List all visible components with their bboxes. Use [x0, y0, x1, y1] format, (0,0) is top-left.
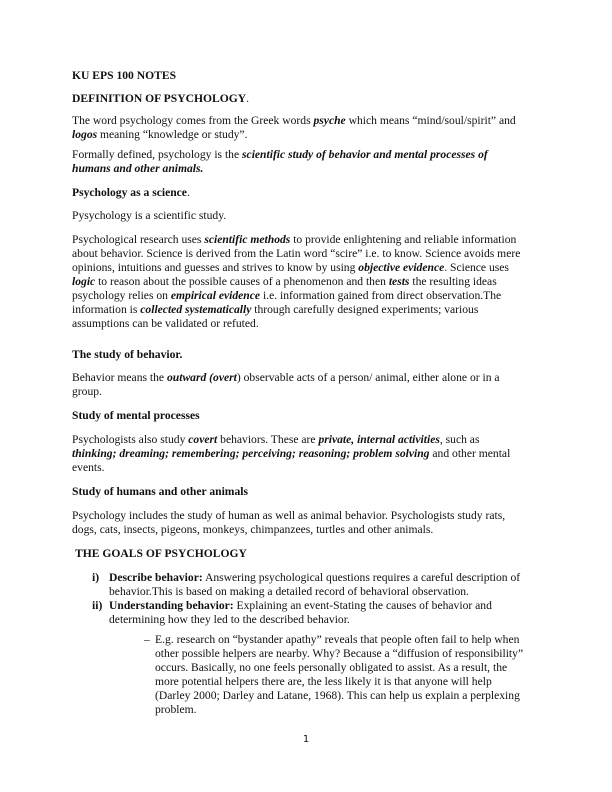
emphasis-text: collected systematically — [140, 303, 252, 316]
text: Formally defined, psychology is the — [72, 148, 243, 161]
emphasis-text: logic — [72, 275, 96, 288]
text: meaning “knowledge or study”. — [97, 128, 248, 141]
emphasis-text: scientific study of behavior and mental processes of — [242, 148, 488, 161]
emphasis-text: outward (overt — [166, 371, 237, 384]
text: dogs, cats, insects, pigeons, monkeys, chimpanzees, turtles and other animals. — [72, 523, 434, 536]
paragraph-line — [72, 261, 509, 275]
heading-line — [72, 348, 182, 362]
paragraph-line — [72, 289, 501, 303]
bold-text: KU EPS 100 NOTES — [72, 69, 177, 82]
paragraph-line — [72, 523, 433, 537]
paragraph-line — [72, 371, 500, 385]
emphasis-text: humans and other animals. — [72, 162, 204, 175]
emphasis-text: empirical evidence — [170, 289, 261, 302]
paragraph-line — [72, 247, 520, 261]
text: the resulting ideas — [409, 275, 497, 288]
paragraph-line — [72, 128, 247, 142]
paragraph-line — [72, 385, 102, 399]
paragraph-line — [72, 303, 478, 317]
list-item-line — [109, 613, 350, 627]
text: other possible helpers are nearby. Why? Because a “diffusion of responsibility” — [155, 647, 524, 660]
bold-text: Study of humans and other animals — [72, 485, 248, 498]
text: to provide enlightening and reliable information — [290, 233, 517, 246]
heading-line — [72, 92, 249, 106]
heading-line — [72, 186, 190, 200]
text: . — [246, 92, 250, 105]
bold-text: Describe behavior: — [109, 571, 203, 584]
sub-item-line — [155, 689, 520, 703]
list-marker: ii) — [92, 599, 103, 612]
list-item-line — [109, 585, 469, 599]
list-item-line — [109, 599, 492, 613]
text: i.e. information gained from direct observation.The — [260, 289, 502, 302]
text: . Science uses — [444, 261, 509, 274]
text: through carefully designed experiments; various — [251, 303, 479, 316]
bold-text: Study of mental processes — [72, 409, 200, 422]
text: opinions, intuitions and guesses and strives to know by using — [72, 261, 359, 274]
text: Answering psychological questions requires a careful description of — [202, 571, 521, 584]
emphasis-text: tests — [388, 275, 410, 288]
page-number: 1 — [302, 734, 310, 745]
paragraph-line — [72, 233, 516, 247]
text: , such as — [439, 433, 480, 446]
sub-item-line — [155, 703, 197, 717]
text: more potential helpers there are, the less likely it is that anyone will help — [155, 675, 492, 688]
text: behavior.This is based on making a detailed record of behavioral observation. — [109, 585, 469, 598]
emphasis-text: objective evidence — [358, 261, 445, 274]
text: (Darley 2000; Darley and Latane, 1968). This can help us explain a perplexing — [155, 689, 520, 702]
sub-item-line — [155, 647, 523, 661]
text: . — [186, 186, 190, 199]
emphasis-text: logos — [72, 128, 98, 141]
text: The word psychology comes from the Greek words — [72, 114, 314, 127]
text: E.g. research on “bystander apathy” reveals that people often fail to help when — [155, 633, 520, 646]
text: Psychological research uses — [72, 233, 205, 246]
text: about behavior. Science is derived from the Latin word “scire” i.e. to know. Science avoids mere — [72, 247, 521, 260]
heading-line — [72, 409, 200, 423]
emphasis-text: covert — [188, 433, 218, 446]
text: events. — [72, 461, 105, 474]
text: Psychologists also study — [72, 433, 189, 446]
text: assumptions can be validated or refuted. — [72, 317, 259, 330]
text: Behavior means the — [72, 371, 167, 384]
bold-text: Psychology as a science — [72, 186, 187, 199]
text: psychology relies on — [72, 289, 171, 302]
text: group. — [72, 385, 102, 398]
paragraph-line — [72, 433, 479, 447]
paragraph-line — [72, 209, 226, 223]
paragraph-line — [72, 114, 516, 128]
paragraph-line — [72, 509, 505, 523]
text: determining how they led to the described behavior. — [109, 613, 350, 626]
text: and other mental — [429, 447, 511, 460]
paragraph-line — [72, 148, 488, 162]
heading-line — [72, 69, 176, 83]
sub-item-line — [155, 675, 492, 689]
emphasis-text: psyche — [313, 114, 346, 127]
list-item-line — [109, 571, 520, 585]
emphasis-text: thinking; dreaming; remembering; perceiving; reasoning; problem solving — [72, 447, 430, 460]
bold-text: DEFINITION OF PSYCHOLOGY — [72, 92, 247, 105]
text: occurs. Basically, no one feels personally obligated to assist. As a result, the — [155, 661, 508, 674]
text: Psychology includes the study of human as well as animal behavior. Psychologists study rats, — [72, 509, 506, 522]
text: behaviors. These are — [217, 433, 319, 446]
heading-line — [72, 485, 248, 499]
emphasis-text: private, internal activities — [318, 433, 440, 446]
emphasis-text: scientific methods — [204, 233, 291, 246]
text: which means “mind/soul/spirit” and — [345, 114, 516, 127]
paragraph-line — [72, 447, 510, 461]
text: problem. — [155, 703, 197, 716]
bold-text: Understanding behavior: — [109, 599, 234, 612]
paragraph-line — [72, 461, 105, 475]
text: to reason about the possible causes of a phenomenon and then — [95, 275, 389, 288]
list-marker: i) — [92, 571, 100, 584]
sub-item-line — [155, 661, 507, 675]
text: information is — [72, 303, 141, 316]
sub-item-line — [155, 633, 519, 647]
text: Explaining an event-Stating the causes of behavior and — [233, 599, 492, 612]
section-heading-line — [75, 547, 247, 561]
text: Pysychology is a scientific study. — [72, 209, 227, 222]
bold-text: The study of behavior. — [72, 348, 183, 361]
dash-bullet: – — [144, 633, 150, 646]
text: ) observable acts of a person/ animal, either alone or in a — [236, 371, 500, 384]
paragraph-line — [72, 275, 497, 289]
paragraph-line — [72, 162, 203, 176]
bold-text: THE GOALS OF PSYCHOLOGY — [75, 547, 247, 560]
paragraph-line — [72, 317, 259, 331]
